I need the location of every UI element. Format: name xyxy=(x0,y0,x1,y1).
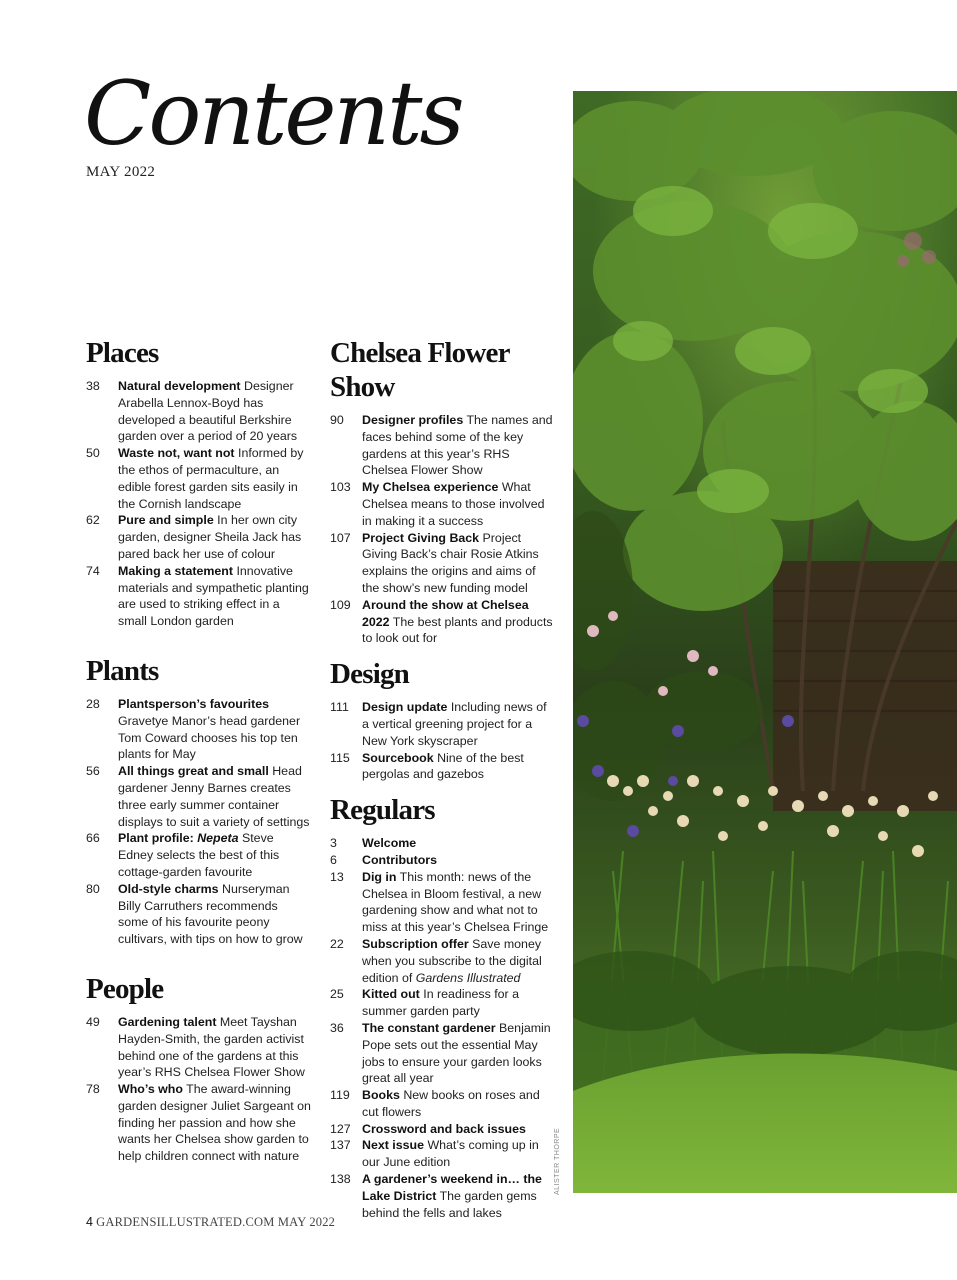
page-ref: 90 xyxy=(330,413,344,427)
section-places xyxy=(86,336,311,630)
photo-credit: ALISTER THORPE xyxy=(554,1127,561,1195)
entry-text xyxy=(118,763,311,830)
contents-entry[interactable] xyxy=(330,1087,555,1121)
page-ref: 111 xyxy=(330,700,349,715)
page-ref: 115 xyxy=(330,750,350,765)
entry-text xyxy=(118,1014,311,1081)
section-people xyxy=(86,972,311,1165)
page-ref: 28 xyxy=(86,696,100,711)
section-heading: Plants xyxy=(86,654,159,687)
entry-description: What’s coming up in our June edition xyxy=(362,1138,539,1170)
entry-description: This month: news of the Chelsea in Bloom festival, a new gardening show and what not to miss at this year’s Chelsea Fringe xyxy=(362,869,549,935)
issue-date: MAY 2022 xyxy=(86,164,156,180)
entry-text xyxy=(362,699,555,749)
page-ref: 49 xyxy=(86,1014,100,1029)
entry-description: Informed by the ethos of permaculture, an edible forest garden sits easily in the Cornish landscape xyxy=(118,446,304,511)
entry-text xyxy=(118,563,311,630)
entry-text xyxy=(362,1087,555,1121)
entry-headline: Next issue xyxy=(362,1138,424,1153)
entry-text xyxy=(118,512,311,562)
middle-column xyxy=(330,336,555,1221)
page-ref: 119 xyxy=(330,1088,350,1103)
section-plants xyxy=(86,654,311,948)
entry-headline: Dig in xyxy=(362,869,397,884)
entry-headline: Books xyxy=(362,1088,400,1103)
page-ref: 13 xyxy=(330,869,344,884)
contents-entry[interactable] xyxy=(330,986,555,1020)
page-ref: 107 xyxy=(330,530,351,545)
entry-description: In her own city garden, designer Sheila Jack has pared back her use of colour xyxy=(118,513,302,561)
section-design xyxy=(330,657,555,783)
left-column xyxy=(86,336,311,1165)
garden-photo xyxy=(573,91,957,1193)
entry-text xyxy=(362,1121,555,1138)
page-ref: 62 xyxy=(86,513,100,528)
entry-headline: All things great and small xyxy=(118,764,269,779)
page-ref: 6 xyxy=(330,852,337,867)
entry-description: The best plants and products to look out for xyxy=(362,614,553,646)
entry-headline: Subscription offer xyxy=(362,936,469,951)
page-ref: 38 xyxy=(86,379,100,393)
entry-headline: The constant gardener xyxy=(362,1020,496,1035)
contents-entry[interactable] xyxy=(330,699,555,749)
entry-description: What Chelsea means to those involved in making it a success xyxy=(362,480,545,528)
section-heading: Chelsea Flower Show xyxy=(330,337,510,403)
entry-text xyxy=(362,1171,555,1221)
entry-text xyxy=(362,986,555,1020)
page-ref: 66 xyxy=(86,831,100,846)
page-title: Contents xyxy=(84,62,462,165)
entry-description: Benjamin Pope sets out the essential May jobs to ensure your garden looks great all year xyxy=(362,1020,551,1086)
contents-entry[interactable] xyxy=(86,696,311,763)
entry-description: Steve Edney selects the best of this cottage-garden favourite xyxy=(118,831,280,879)
section-heading: Places xyxy=(86,337,159,369)
entry-headline: Kitted out xyxy=(362,987,420,1002)
entry-headline: Who’s who xyxy=(118,1082,183,1097)
contents-entry[interactable] xyxy=(330,852,555,869)
entry-text xyxy=(118,445,311,512)
entry-description-italic: Gardens Illustrated xyxy=(415,970,521,985)
entry-text xyxy=(362,1137,555,1171)
entry-description: New books on roses and cut flowers xyxy=(362,1088,540,1119)
entry-headline: Gardening talent xyxy=(118,1014,217,1029)
contents-entry[interactable] xyxy=(86,512,311,562)
entry-headline: Making a statement xyxy=(118,563,233,578)
entry-headline: Pure and simple xyxy=(118,513,214,528)
contents-entry[interactable] xyxy=(86,830,311,880)
entry-headline-italic: Nepeta xyxy=(197,831,239,846)
entry-text xyxy=(362,412,555,479)
contents-entry[interactable] xyxy=(330,869,555,936)
entry-headline: Welcome xyxy=(362,836,417,851)
entry-description: Save money when you subscribe to the digital edition of xyxy=(362,936,542,985)
entry-text xyxy=(362,852,555,869)
entry-text xyxy=(118,696,311,763)
entry-text xyxy=(118,378,311,445)
entry-text xyxy=(362,869,555,936)
section-regulars xyxy=(330,793,555,1221)
contents-entry[interactable] xyxy=(330,1171,555,1221)
page-ref: 74 xyxy=(86,563,100,578)
entry-headline: Natural development xyxy=(118,379,241,393)
page-ref: 127 xyxy=(330,1121,351,1136)
entry-text xyxy=(362,597,555,647)
entry-headline: Plant profile: xyxy=(118,831,194,846)
page-number: 4 xyxy=(86,1215,94,1229)
section-heading: People xyxy=(86,972,164,1005)
page-ref: 22 xyxy=(330,936,344,951)
entry-headline: Waste not, want not xyxy=(118,446,235,461)
entry-text xyxy=(362,530,555,597)
entry-text xyxy=(118,1081,311,1165)
contents-entry[interactable] xyxy=(330,597,555,647)
page-ref: 56 xyxy=(86,764,100,779)
entry-headline: Contributors xyxy=(362,852,438,867)
page-ref: 80 xyxy=(86,881,100,896)
contents-entry[interactable] xyxy=(330,412,555,479)
contents-entry[interactable] xyxy=(86,1081,311,1165)
contents-entry[interactable] xyxy=(330,479,555,529)
entry-headline: Old-style charms xyxy=(118,881,219,896)
entry-description: Gravetye Manor’s head gardener Tom Coward chooses his top ten plants for May xyxy=(118,713,301,762)
contents-entry[interactable] xyxy=(330,1020,555,1087)
entry-headline: Around the show at Chelsea 2022 xyxy=(362,597,529,629)
page-ref: 50 xyxy=(86,446,100,461)
page-ref: 103 xyxy=(330,480,351,495)
contents-entry[interactable] xyxy=(86,881,311,948)
entry-headline: Crossword and back issues xyxy=(362,1121,526,1136)
entry-text xyxy=(362,750,555,784)
page-ref: 3 xyxy=(330,836,337,851)
contents-entry[interactable] xyxy=(330,1137,555,1171)
page-ref: 36 xyxy=(330,1020,344,1035)
page-ref: 138 xyxy=(330,1172,351,1187)
contents-entry[interactable] xyxy=(330,1121,555,1138)
contents-entry[interactable] xyxy=(86,1014,311,1081)
entry-description: Project Giving Back’s chair Rosie Atkins explains the origins and aims of the show’s new funding model xyxy=(362,530,539,595)
entry-text xyxy=(362,835,555,852)
section-heading: Regulars xyxy=(330,794,435,827)
entry-headline: Plantsperson’s favourites xyxy=(118,696,270,711)
contents-entry[interactable] xyxy=(86,763,311,830)
entry-headline: Project Giving Back xyxy=(362,530,480,545)
contents-entry[interactable] xyxy=(330,835,555,852)
entry-description: The garden gems behind the fells and lakes xyxy=(362,1188,537,1220)
entry-description: Nurseryman Billy Carruthers recommends some of his favourite peony cultivars, with tips on how to grow xyxy=(118,881,303,947)
footer-text: GARDENSILLUSTRATED.COM MAY 2022 xyxy=(96,1215,336,1229)
entry-description: Head gardener Jenny Barnes creates three early summer container displays to suit a variety of settings xyxy=(118,764,310,829)
contents-entry[interactable] xyxy=(330,936,555,986)
entry-text xyxy=(118,830,311,880)
contents-entry[interactable] xyxy=(86,563,311,630)
page-ref: 25 xyxy=(330,987,344,1002)
page-footer xyxy=(86,1215,335,1230)
entry-headline: A gardener’s weekend in… the Lake District xyxy=(362,1172,542,1203)
entry-text xyxy=(362,1020,555,1087)
entry-headline: Sourcebook xyxy=(362,750,434,765)
section-heading: Design xyxy=(330,658,409,691)
entry-headline: Designer profiles xyxy=(362,413,464,427)
page-ref: 137 xyxy=(330,1138,351,1153)
contents-entry[interactable] xyxy=(330,750,555,784)
page-ref: 109 xyxy=(330,597,351,612)
contents-entry[interactable] xyxy=(330,530,555,597)
entry-text xyxy=(362,936,555,986)
entry-text xyxy=(362,479,555,529)
contents-entry[interactable] xyxy=(86,378,311,445)
entry-headline: My Chelsea experience xyxy=(362,480,499,495)
entry-headline: Design update xyxy=(362,700,448,715)
contents-entry[interactable] xyxy=(86,445,311,512)
page-ref: 78 xyxy=(86,1082,100,1097)
entry-description: The award-winning garden designer Juliet Sargeant on finding her passion and how she wants her Chelsea show garden to help children connect with nature xyxy=(118,1082,311,1164)
entry-description: Including news of a vertical greening project for a New York skyscraper xyxy=(362,700,547,748)
entry-description: Meet Tayshan Hayden-Smith, the garden activist behind one of the gardens at this year’s RHS Chelsea Flower Show xyxy=(118,1014,305,1080)
entry-description: Nine of the best pergolas and gazebos xyxy=(362,750,524,782)
entry-description: In readiness for a summer garden party xyxy=(362,987,520,1019)
entry-description: The names and faces behind some of the key gardens at this year’s RHS Chelsea Flower Show xyxy=(362,413,553,478)
entry-description: Innovative materials and sympathetic planting are used to striking effect in a small London garden xyxy=(118,563,309,629)
section-chelsea xyxy=(330,336,555,647)
entry-text xyxy=(118,881,311,948)
entry-description: Designer Arabella Lennox-Boyd has developed a beautiful Berkshire garden over a period of 20 years xyxy=(118,379,298,444)
